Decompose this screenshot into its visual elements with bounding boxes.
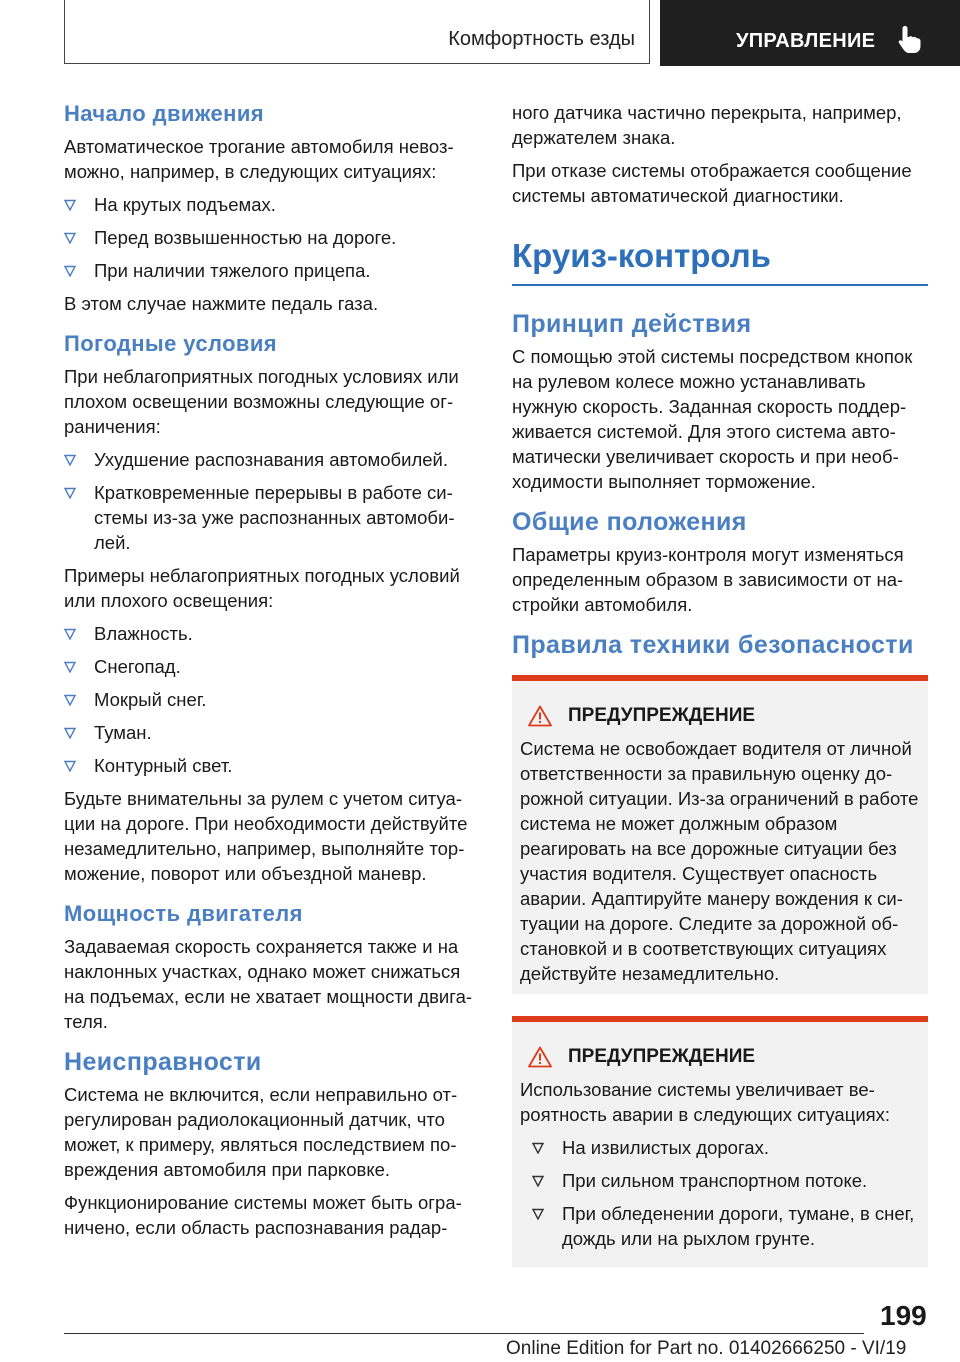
warning-header [528,1044,920,1069]
paragraph: Параметры круиз-контроля могут изменяться определенным образом в зависимости от настройки автомобиля. [512,544,904,615]
paragraph: При неблагоприятных погодных условиях или плохом освещении возможны следующие ограничения: [64,366,459,437]
section-title-weather: Погодные условия [64,331,277,356]
list-item: Мокрый снег. [64,687,480,712]
warning-title: ПРЕДУПРЕЖДЕНИЕ [568,1046,756,1067]
header-chapter-box [660,0,960,66]
triangle-bullet-icon [64,232,76,244]
header-section-box [64,0,650,64]
triangle-bullet-icon [532,1208,544,1220]
warning-header [528,703,920,728]
bullet-list [64,192,480,283]
list-item: При сильном транспортном потоке. [532,1168,920,1193]
list-item: Контурный свет. [64,753,480,778]
paragraph: Примеры неблагоприятных погодных условий или плохого освещения: [64,565,460,611]
right-column [512,100,928,1289]
page-number: 199 [880,1300,927,1331]
triangle-bullet-icon [64,661,76,673]
warning-title: ПРЕДУПРЕЖДЕНИЕ [568,705,756,726]
warning-text: Использование системы увеличивает вероятность аварии в следующих ситуациях: [520,1079,891,1125]
warning-text: Система не освобождает водителя от личной ответственности за правильную оценку дорожной ситуации. Из-за ограничений в работе система не может должным образом реагировать на все дорожные ситуации без участия водителя. Существует опасность аварии. Адаптируйте манеру вождения к ситуации на дороге. Следите за дорожной обстановкой и в соответствующих ситуациях действуйте незамедлительно. [520,738,919,984]
warning-triangle-icon [528,1046,552,1068]
chapter-title-cruise-control: Круиз-контроль [512,237,771,274]
section-title-principle: Принцип действия [512,310,752,338]
list-item: Кратковременные перерывы в работе системы из-за уже распознанных автомобилей. [64,480,480,555]
triangle-bullet-icon [64,628,76,640]
triangle-bullet-icon [64,487,76,499]
list-item: При наличии тяжелого прицепа. [64,258,480,283]
triangle-bullet-icon [64,694,76,706]
footer-edition: Online Edition for Part no. 01402666250 - VI/19 [506,1338,907,1359]
list-item: Влажность. [64,621,480,646]
section-title-malfunctions: Неисправности [64,1048,262,1076]
list-item: Туман. [64,720,480,745]
warning-box [512,1016,928,1267]
list-item: Перед возвышенностью на дороге. [64,225,480,250]
section-title-safety: Правила техники безопасности [512,631,914,659]
triangle-bullet-icon [64,760,76,772]
list-item: При обледенении дороги, тумане, в снег, дождь или на рыхлом грунте. [532,1201,920,1251]
header-chapter-title: УПРАВЛЕНИЕ [736,30,876,52]
list-item: На извилистых дорогах. [532,1135,920,1160]
paragraph: Задаваемая скорость сохраняется также и на наклонных участках, однако может снижаться на подъемах, если не хватает мощности двигателя. [64,936,473,1032]
bullet-list [64,447,480,555]
section-title-start: Начало движения [64,101,265,126]
triangle-bullet-icon [64,199,76,211]
warning-box [512,675,928,994]
paragraph: ного датчика частично перекрыта, например, держателем знака. [512,102,902,148]
paragraph: Система не включится, если неправильно отрегулирован радиолокационный датчик, что может, к примеру, являться последствием повреждения автомобиля при парковке. [64,1084,458,1180]
header-section-title: Комфортность езды [448,28,635,50]
paragraph: При отказе системы отображается сообщение системы автоматической диагностики. [512,160,912,206]
triangle-bullet-icon [64,265,76,277]
title-divider [512,284,928,286]
left-column [64,100,480,1248]
section-title-general: Общие положения [512,508,747,536]
bullet-list [520,1135,920,1251]
triangle-bullet-icon [532,1142,544,1154]
bullet-list [64,621,480,778]
list-item: Ухудшение распознавания автомобилей. [64,447,480,472]
list-item: На крутых подъемах. [64,192,480,217]
warning-triangle-icon [528,705,552,727]
section-title-engine-power: Мощность двигателя [64,901,303,926]
paragraph: Автоматическое трогание автомобиля невозможно, например, в следующих ситуациях: [64,136,454,182]
triangle-bullet-icon [64,454,76,466]
footer-divider [64,1333,864,1334]
triangle-bullet-icon [532,1175,544,1187]
triangle-bullet-icon [64,727,76,739]
list-item: Снегопад. [64,654,480,679]
page-header [0,0,960,66]
paragraph: Функционирование системы может быть ограничено, если область распознавания радар- [64,1192,462,1238]
paragraph: В этом случае нажмите педаль газа. [64,293,379,314]
paragraph: С помощью этой системы посредством кнопок на рулевом колесе можно устанавливать нужную скорость. Заданная скорость поддерживается системой. Для этого система автоматически увеличивает скорость и при необходимости выполняет торможение. [512,346,913,492]
hand-pointer-icon [896,24,924,54]
paragraph: Будьте внимательны за рулем с учетом ситуации на дороге. При необходимости действуйте незамедлительно, например, выполняйте торможение, поворот или объездной маневр. [64,788,468,884]
